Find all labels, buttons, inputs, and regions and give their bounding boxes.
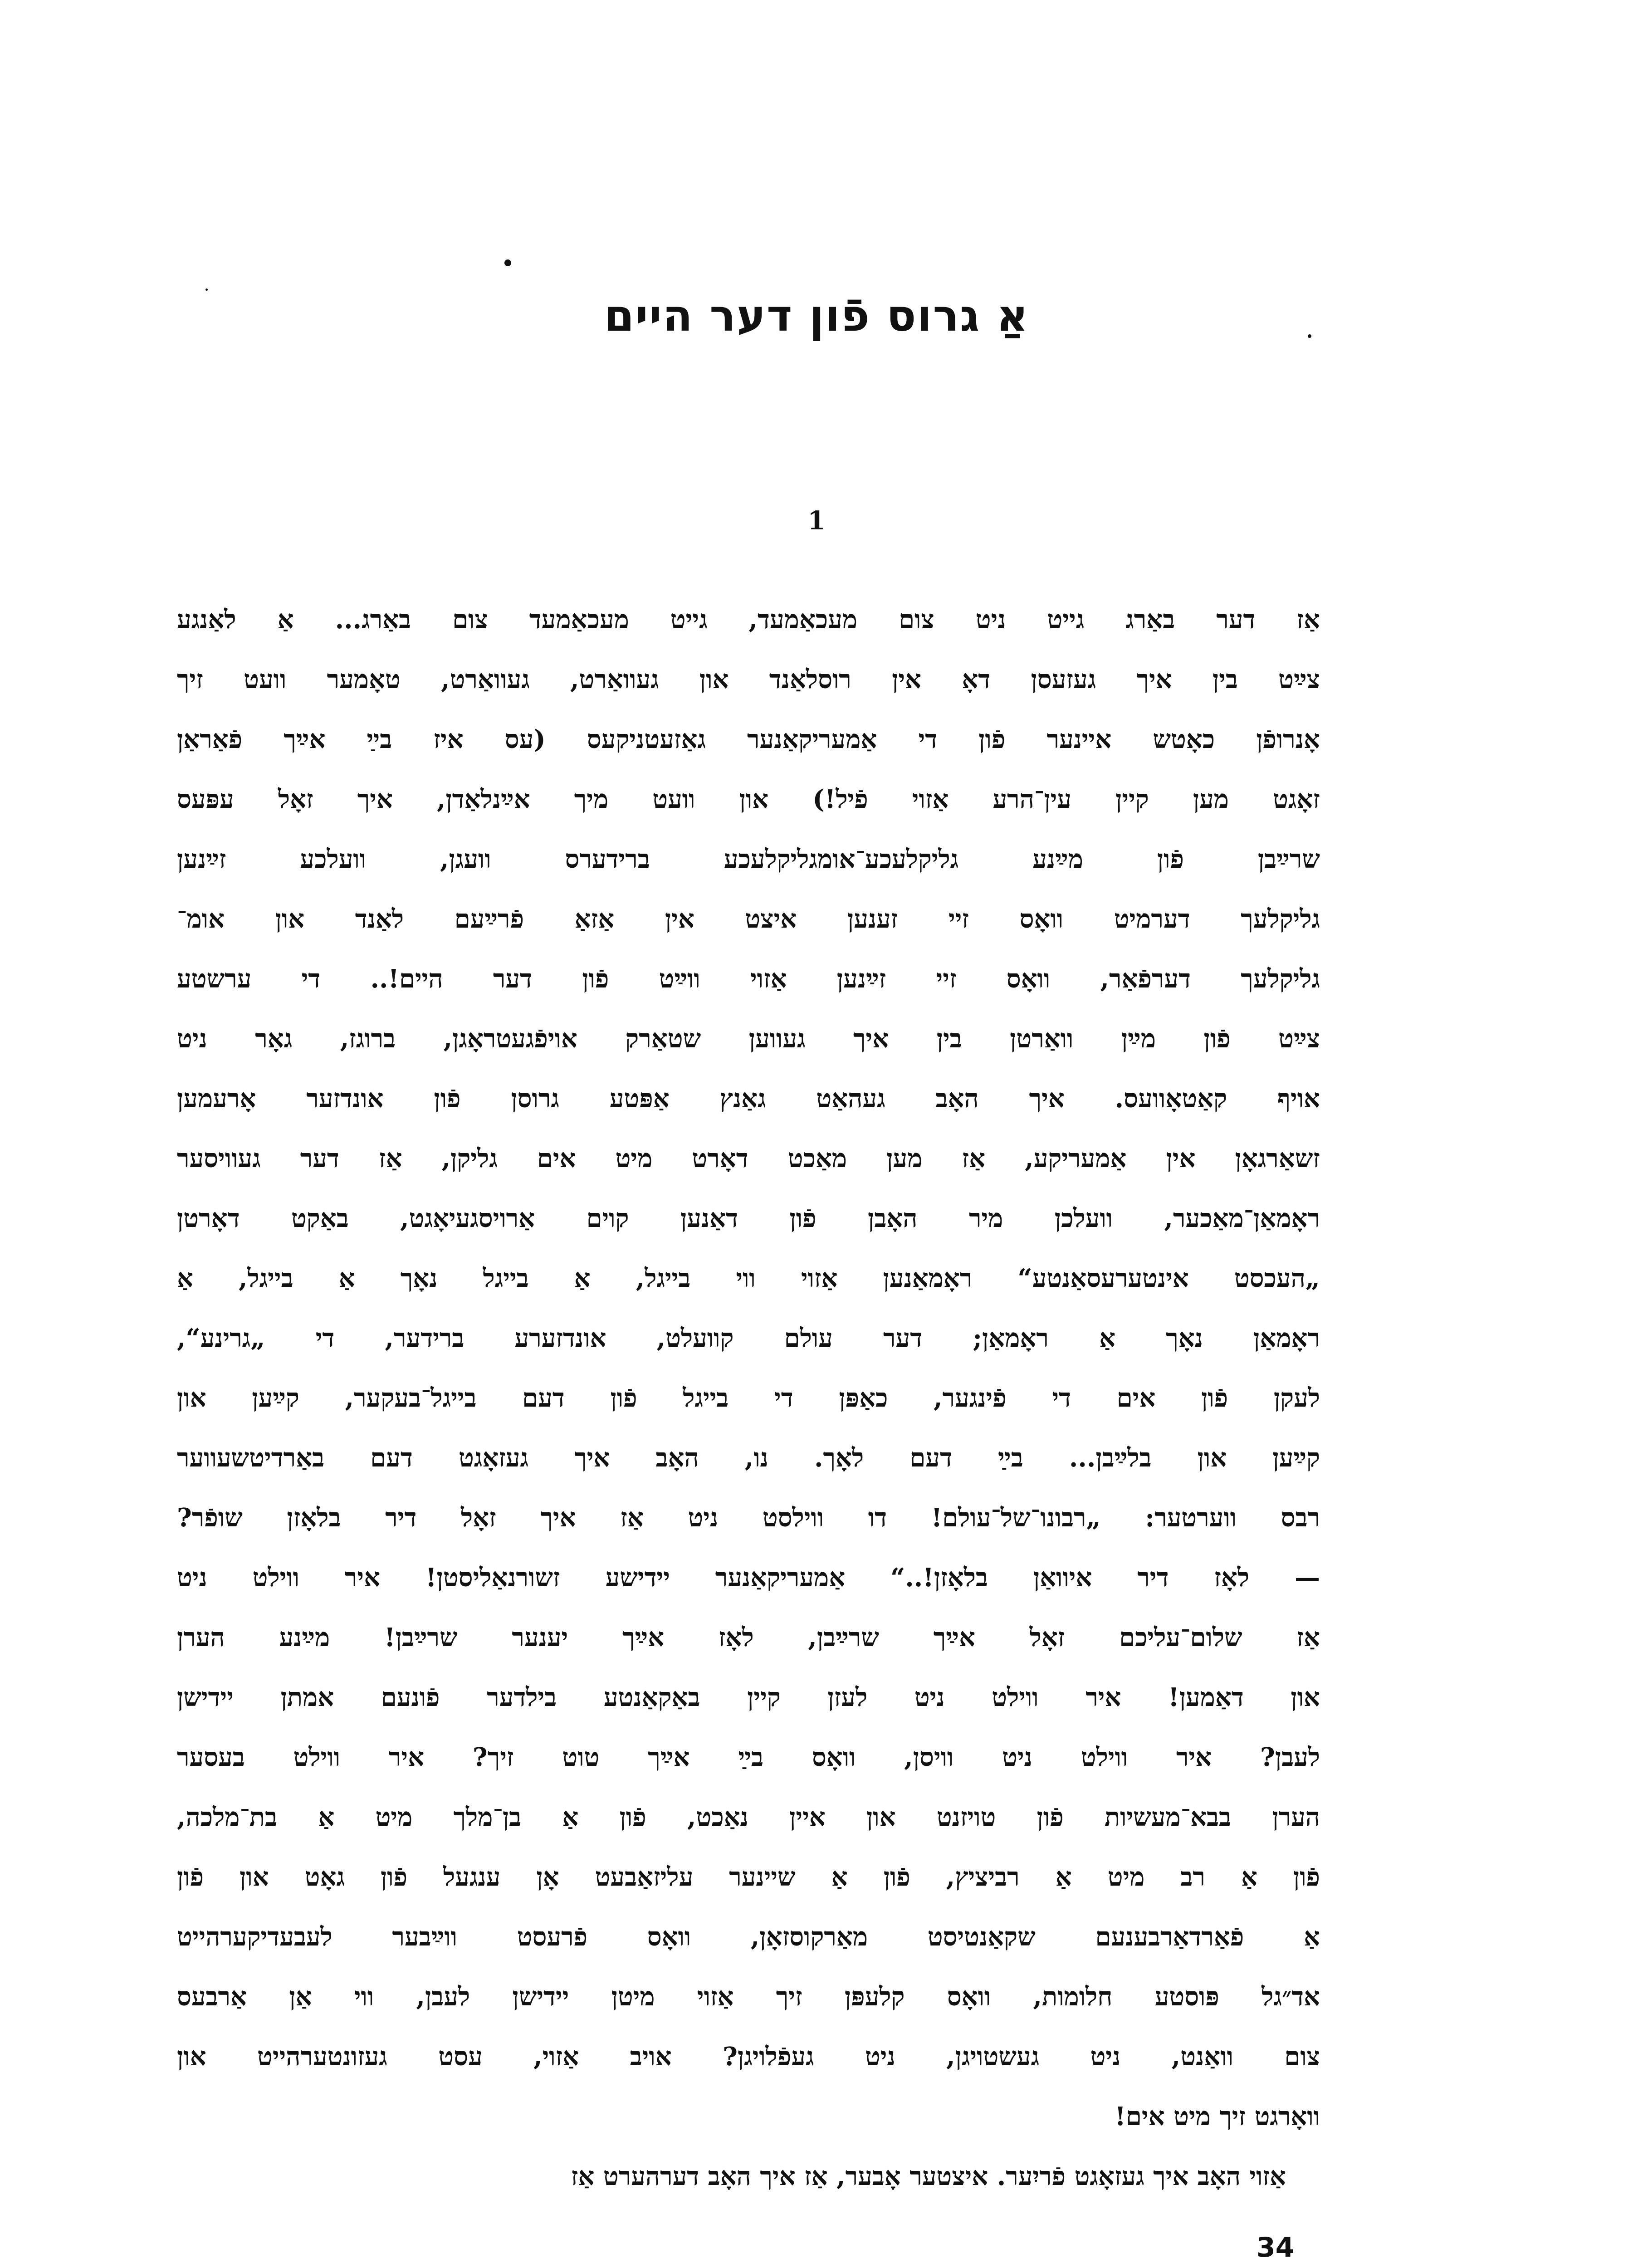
text-line: — לאָז דיר איוואַן בלאָזן!..“ אַמעריקאַנער יידישע זשורנאַליסטן! איר ווילט ניט [177, 1563, 1320, 1593]
text-line: אָנרופֿן כאָטש איינער פֿון די אַמעריקאַנער גאַזעטניקעס (עס איז בײַ אײַך פֿאַראַן [177, 724, 1320, 754]
chapter-title: אַ גרוס פֿון דער היים [604, 290, 1029, 341]
text-line: ראָמאַן־מאַכער, וועלכן מיר האָבן פֿון דאַנען קוים אַרויסגעיאָגט, באַקט דאָרטן [177, 1203, 1320, 1233]
text-line: רבס ווערטער: „רבונו־של־עולם! דו ווילסט ניט אַז איך זאָל דיר בלאָזן שופֿר? [177, 1503, 1320, 1533]
section-number: 1 [807, 506, 826, 536]
text-line: צײַט בין איך געזעסן דאָ אין רוסלאַנד און געוואַרט, געוואַרט, טאָמער וועט זיך [177, 665, 1320, 694]
text-line: אַ פֿאַרדאַרבענעם שקאַנטיסט מאַרקוסזאָן, וואָס פֿרעסט ווײַבער לעבעדיקערהייט [177, 1922, 1320, 1952]
text-line: לעבן? איר ווילט ניט וויסן, וואָס בײַ אײַך טוט זיך? איר ווילט בעסער [177, 1742, 1320, 1772]
text-line: גליקלעך דערפֿאַר, וואָס זיי זײַנען אַזוי ווײַט פֿון דער היים!.. די ערשטע [177, 964, 1320, 994]
ink-speck [504, 259, 511, 266]
text-line: אַז דער באַרג גייט ניט צום מעכאַמעד, גייט מעכאַמעד צום באַרג... אַ לאַנגע [177, 605, 1320, 635]
body-text [177, 590, 1320, 2206]
text-line: צײַט פֿון מײַן וואַרטן בין איך געווען שטאַרק אויפֿגעטראָגן, ברוגז, גאָר ניט [177, 1024, 1320, 1054]
text-line: ראָמאַן נאָך אַ ראָמאַן; דער עולם קוועלט, אונדזערע ברידער, די „גרינע“, [177, 1323, 1320, 1353]
text-line: און דאַמען! איר ווילט ניט לעזן קיין באַקאַנטע בילדער פֿונעם אמתן יידישן [177, 1682, 1320, 1712]
text-line: פֿון אַ רב מיט אַ רביציץ, פֿון אַ שיינער עליזאַבעט אָן ענגעל פֿון גאָט און פֿון [177, 1862, 1320, 1892]
text-line: שרײַבן פֿון מײַנע גליקלעכע־אומגליקלעכע ברידערס וועגן, וועלכע זײַנען [177, 844, 1320, 874]
text-line: לעקן פֿון אים די פֿינגער, כאַפּן די בייגל פֿון דעם בייגל־בעקער, קײַען און [177, 1383, 1320, 1413]
text-line: אד״גל פּוסטע חלומות, וואָס קלעפּן זיך אַזוי מיטן יידישן לעבן, ווי אַן אַרבעס [177, 1982, 1320, 2012]
text-line: אַז שלום־עליכם זאָל אײַך שרײַבן, לאָז אײַך יענער שרײַבן! מײַנע הערן [177, 1623, 1320, 1652]
text-line: אויף קאַטאָוועס. איך האָב געהאַט גאַנץ אַפּטע גרוסן פֿון אונדזער אָרעמען [177, 1084, 1320, 1114]
page-number: 34 [1257, 2232, 1295, 2263]
text-line: זשאַרגאָן אין אַמעריקע, אַז מען מאַכט דאָרט מיט אים גליקן, אַז דער געוויסער [177, 1144, 1320, 1173]
text-line: קײַען און בלײַבן... בײַ דעם לאָך. נו, האָב איך געזאָגט דעם באַרדיטשעווער [177, 1443, 1320, 1473]
text-line: גליקלעך דערמיט וואָס זיי זענען איצט אין אַזאַ פֿרײַעם לאַנד און אומ־ [177, 904, 1320, 934]
text-line: הערן בבא־מעשיות פֿון טויזנט און איין נאַכט, פֿון אַ בן־מלך מיט אַ בת־מלכה, [177, 1802, 1320, 1832]
text-line: „העכסט אינטערעסאַנטע“ ראָמאַנען אַזוי ווי בייגל, אַ בייגל נאָך אַ בייגל, אַ [177, 1263, 1320, 1293]
paragraph-end-line: וואָרגט זיך מיט אים! [1115, 2102, 1320, 2131]
text-line: צום וואַנט, ניט געשטויגן, ניט געפֿלויגן? אויב אַזוי, עסט געזונטערהייט און [177, 2042, 1320, 2072]
text-line: זאָגט מען קיין עין־הרע אַזוי פֿיל!) און וועט מיך אײַנלאַדן, איך זאָל עפּעס [177, 784, 1320, 814]
paragraph-start-line: אַזוי האָב איך געזאָגט פֿריִער. איצטער אָבער, אַז איך האָב דערהערט אַז [571, 2161, 1286, 2191]
